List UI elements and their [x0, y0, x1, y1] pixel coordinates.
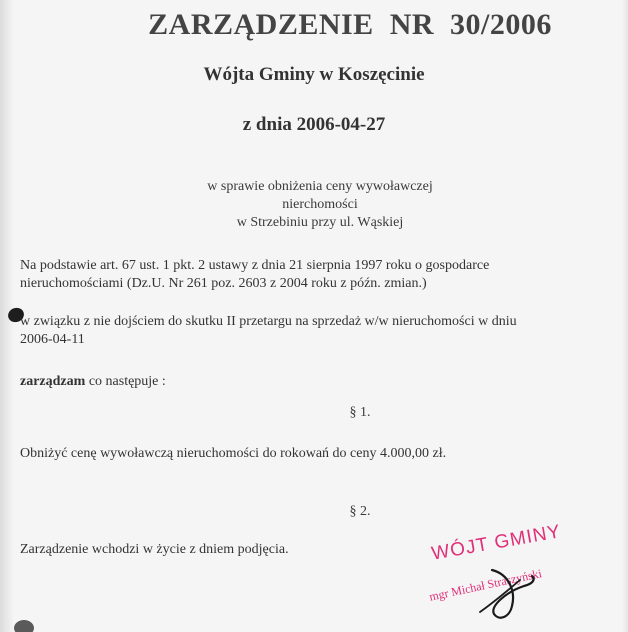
- decree-rest: co następuje :: [85, 374, 166, 389]
- decree-intro: [20, 373, 620, 391]
- legal-basis-line-2: nieruchomościami (Dz.U. Nr 261 poz. 2603 z 2004 roku z późn. zmian.): [20, 276, 427, 291]
- section-2-label: § 2.: [349, 504, 371, 519]
- section-1-text: Obniżyć cenę wywoławczą nieruchomości do rokowań do ceny 4.000,00 zł.: [20, 446, 447, 461]
- reason-paragraph: [20, 313, 620, 349]
- document-subject: [170, 178, 470, 232]
- document-title: ZARZĄDZENIE NR 30/2006: [148, 8, 552, 41]
- stamp-title: WÓJT GMINY: [430, 521, 563, 565]
- scan-shadow-right: [622, 0, 628, 632]
- subject-line-2: w Strzebiniu przy ul. Wąskiej: [236, 215, 404, 230]
- stamp-name: mgr Michał Straszyński: [428, 566, 544, 604]
- subject-line-1: w sprawie obniżenia ceny wywoławczej nierchomości: [207, 179, 433, 212]
- section-2-text: Zarządzenie wchodzi w życie z dniem podjęcia.: [20, 542, 289, 557]
- reason-line-1: w związku z nie dojściem do skutku II przetargu na sprzedaż w/w nieruchomości w dniu: [20, 314, 517, 329]
- section-1-label: § 1.: [349, 405, 371, 420]
- decree-keyword: zarządzam: [20, 374, 86, 389]
- reason-line-2: 2006-04-11: [20, 332, 85, 347]
- document-issuer: Wójta Gminy w Koszęcinie: [203, 64, 425, 85]
- legal-basis-paragraph: [20, 257, 620, 293]
- official-stamp: [420, 521, 620, 632]
- legal-basis-line-1: Na podstawie art. 67 ust. 1 pkt. 2 ustawy z dnia 21 sierpnia 1997 roku o gospodarce: [20, 258, 490, 273]
- punch-hole-mark-bottom: [14, 620, 34, 632]
- handwritten-signature: [420, 540, 620, 632]
- document-date: z dnia 2006-04-27: [242, 114, 386, 135]
